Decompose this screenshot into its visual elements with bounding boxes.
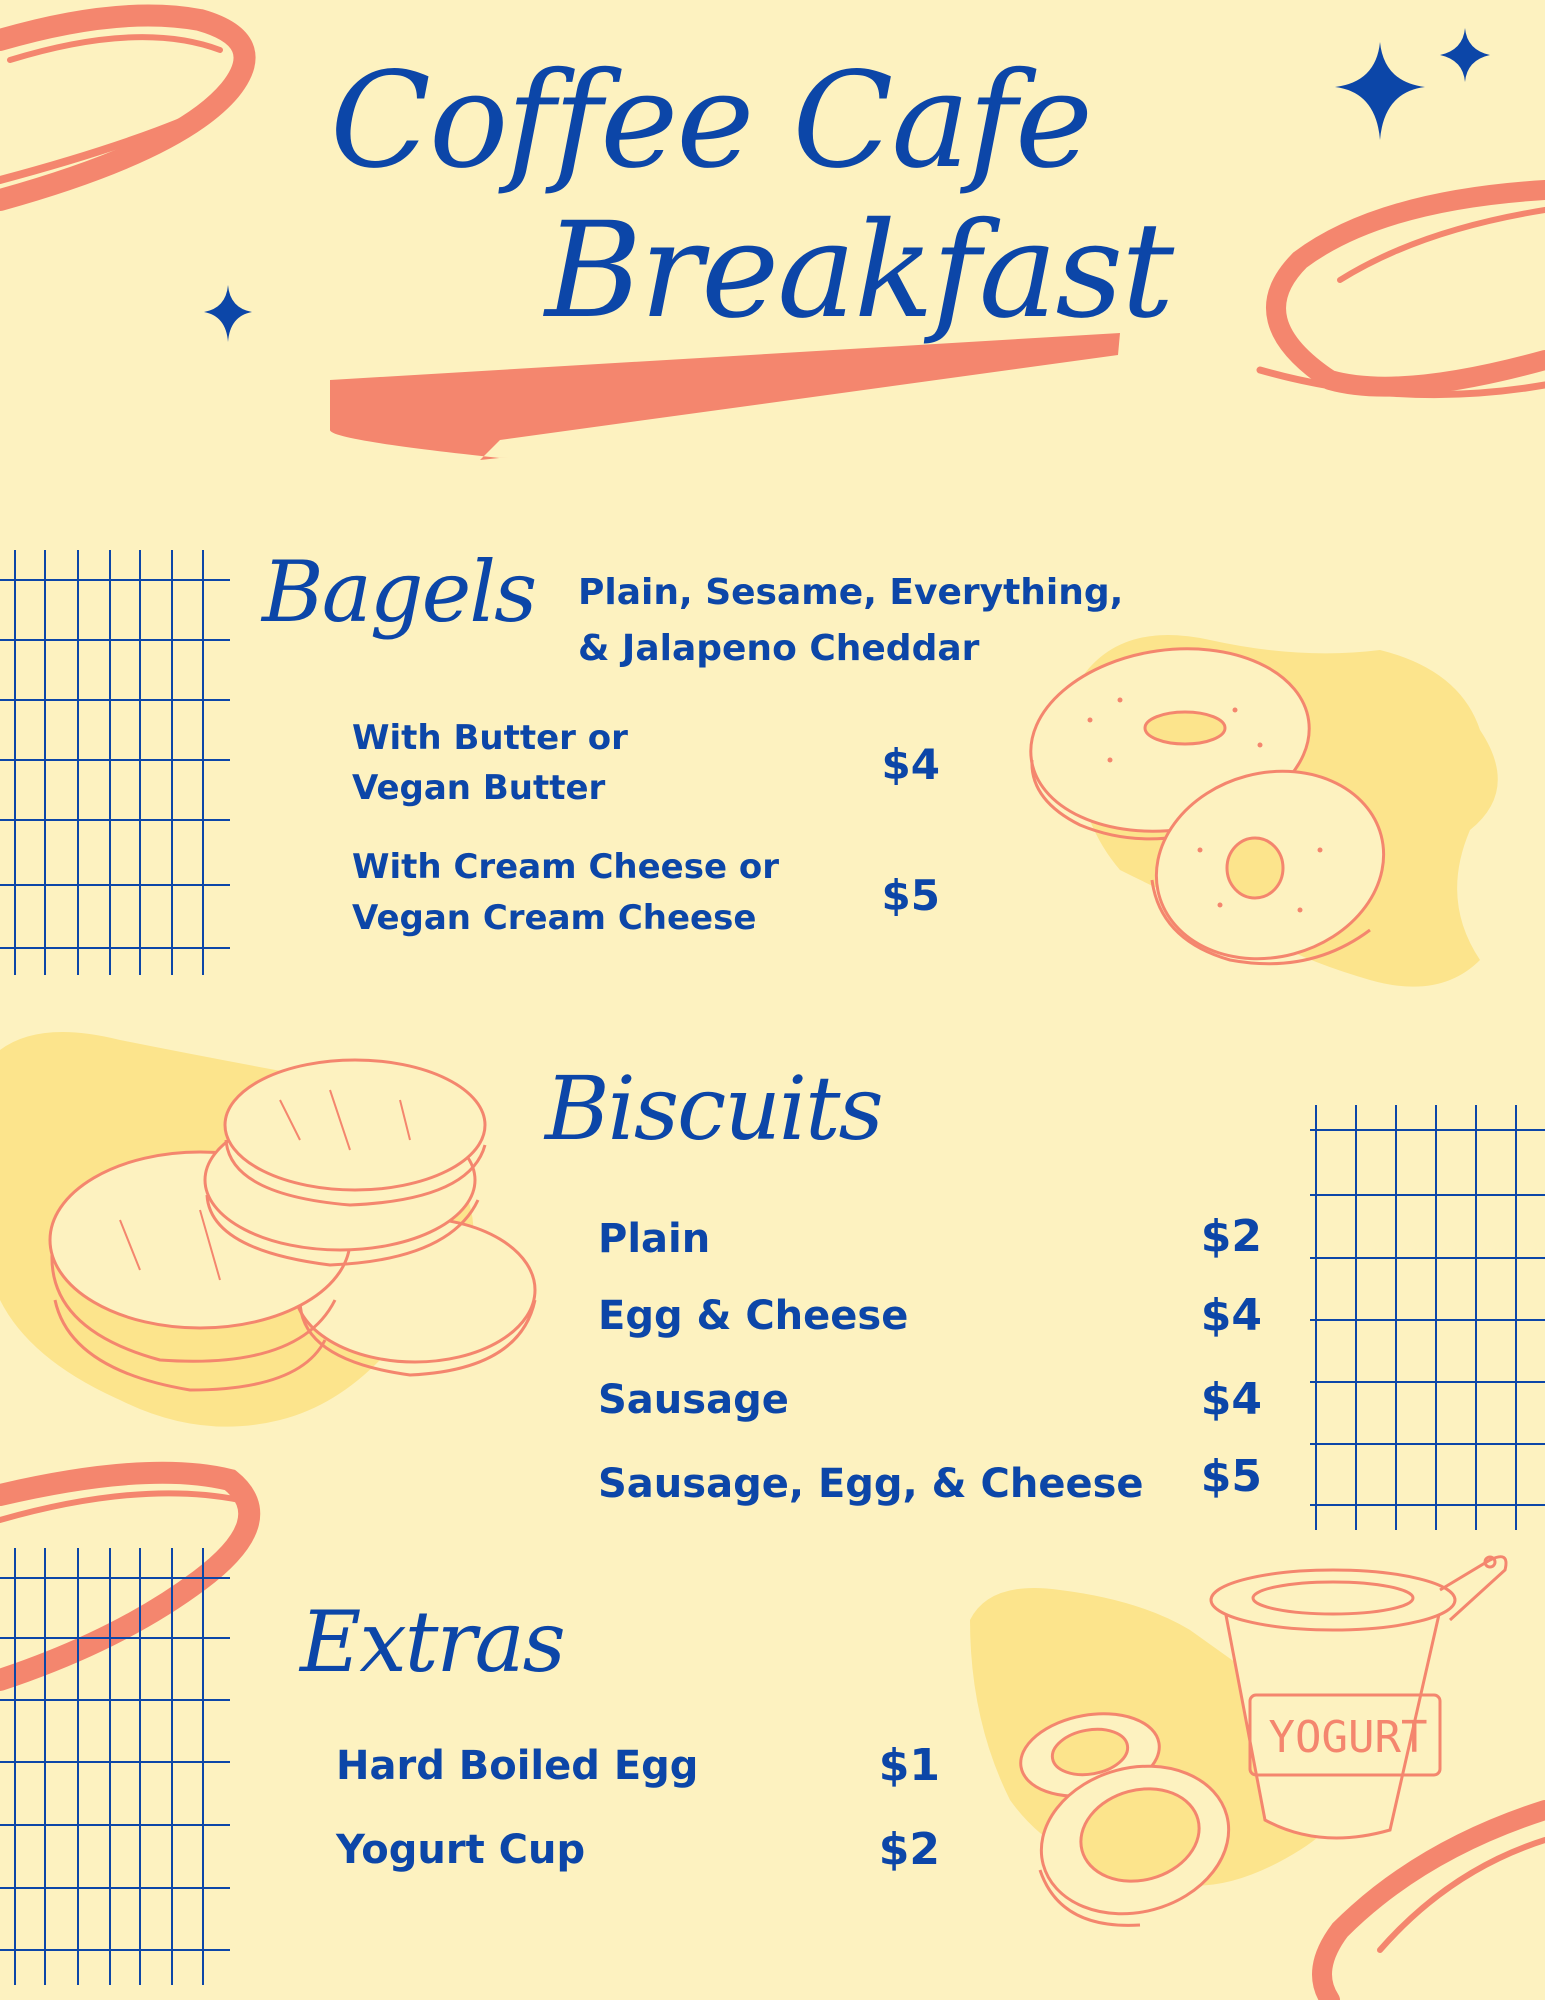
menu-item-name: Hard Boiled Egg	[336, 1743, 699, 1789]
brush-stroke	[0, 1473, 249, 1680]
bagel-varieties-line2: & Jalapeno Cheddar	[578, 628, 980, 669]
sparkle-icon	[1335, 42, 1425, 140]
brush-stroke	[0, 16, 245, 201]
menu-item-name: Vegan Cream Cheese	[352, 898, 757, 938]
grid-decoration	[1310, 1105, 1545, 1530]
menu-item-price: $5	[1200, 1451, 1262, 1502]
menu-item-name: Egg & Cheese	[598, 1293, 909, 1339]
bagel-varieties-line1: Plain, Sesame, Everything,	[578, 572, 1124, 613]
page-title-line1: Coffee Cafe	[330, 44, 1092, 198]
section-heading-bagels: Bagels	[262, 543, 536, 641]
menu-item-name: Plain	[598, 1216, 711, 1262]
menu-item-price: $4	[881, 740, 940, 789]
yogurt-label: YOGURT	[1268, 1712, 1428, 1763]
menu-item-name: Sausage, Egg, & Cheese	[598, 1461, 1144, 1507]
menu-item-name: With Cream Cheese or	[352, 847, 779, 887]
section-heading-biscuits: Biscuits	[545, 1057, 882, 1160]
sparkle-icon	[1440, 28, 1490, 82]
menu-item-price: $2	[1200, 1211, 1262, 1262]
sparkle-icon	[204, 285, 252, 342]
grid-decoration	[0, 550, 230, 975]
menu-item-price: $2	[878, 1824, 940, 1875]
grid-decoration	[0, 1548, 230, 1985]
menu-item-name: With Butter or	[352, 718, 628, 758]
menu-item-name: Vegan Butter	[352, 768, 606, 808]
menu-item-name: Sausage	[598, 1377, 789, 1423]
page-title-line2: Breakfast	[545, 194, 1173, 348]
brush-stroke	[330, 333, 1120, 460]
brush-stroke	[1260, 190, 1545, 395]
menu-item-price: $4	[1200, 1374, 1262, 1425]
section-heading-extras: Extras	[300, 1593, 564, 1691]
brush-stroke	[1322, 1810, 1545, 2000]
menu-item-name: Yogurt Cup	[336, 1827, 586, 1873]
menu-item-price: $1	[878, 1740, 940, 1791]
menu-item-price: $5	[881, 871, 940, 920]
menu-item-price: $4	[1200, 1290, 1262, 1341]
